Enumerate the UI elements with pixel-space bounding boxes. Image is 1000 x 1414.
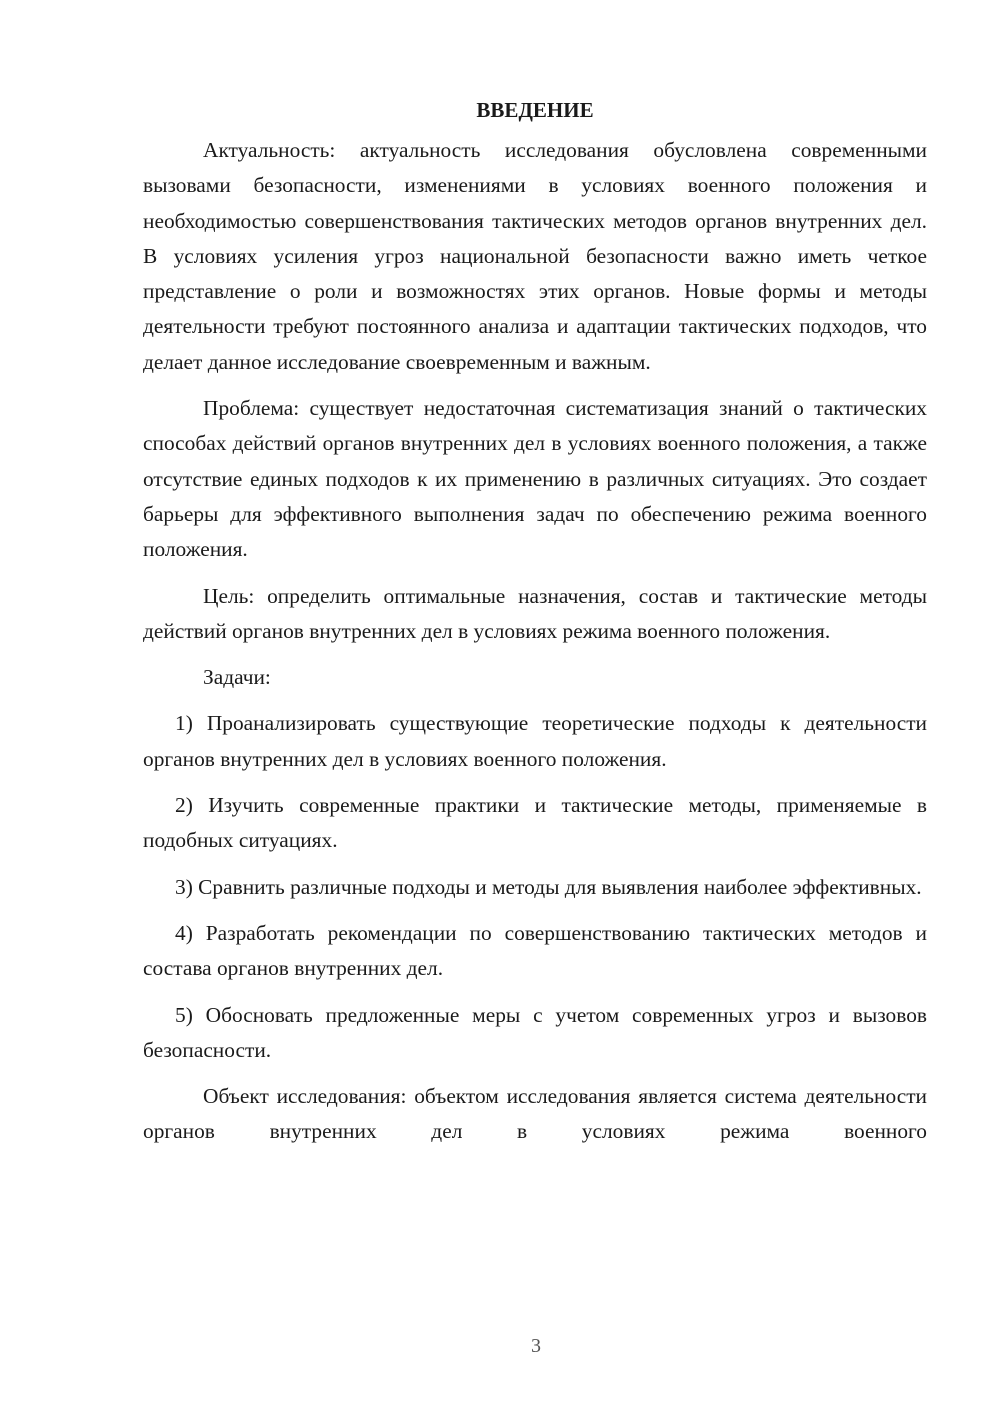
task-item-1: 1) Проанализировать существующие теоретические подходы к деятельности органов внутренних дел в условиях военного положения. [143, 711, 927, 771]
tasks-label: Задачи: [203, 665, 271, 690]
task-item-5: 5) Обосновать предложенные меры с учетом современных угроз и вызовов безопасности. [143, 1002, 927, 1062]
task-item-4: 4) Разработать рекомендации по совершенствованию тактических методов и состава органов внутренних дел. [143, 920, 927, 981]
paragraph-problem: Проблема: существует недостаточная систематизация знаний о тактических способах действий органов внутренних дел в условиях военного положения, а также отсутствие единых подходов к их применению в различных ситуациях. Это создает барьеры для эффективного выполнения задач по обеспечению режима военного положения. [143, 396, 927, 562]
section-heading: ВВЕДЕНИЕ [476, 98, 594, 122]
paragraph-object: Объект исследования: объектом исследования является система деятельности органов внутренних дел в условиях режима военного [143, 1084, 927, 1144]
paragraph-goal: Цель: определить оптимальные назначения, состав и тактические методы действий органов внутренних дел в условиях режима военного положения. [143, 583, 927, 643]
task-item-3: 3) Сравнить различные подходы и методы для выявления наиболее эффективных. [175, 874, 922, 899]
page-number: 3 [531, 1335, 541, 1357]
paragraph-relevance: Актуальность: актуальность исследования обусловлена современными вызовами безопасности, изменениями в условиях военного положения и необходимостью совершенствования тактических методов органов внутренних дел. В условиях усиления угроз национальной безопасности важно иметь четкое представление о роли и возможностях этих органов. Новые формы и методы деятельности требуют постоянного анализа и адаптации тактических подходов, что делает данное исследование своевременным и важным. [143, 138, 927, 374]
page-content [143, 93, 927, 1161]
task-item-2: 2) Изучить современные практики и тактические методы, применяемые в подобных ситуациях. [143, 793, 927, 853]
